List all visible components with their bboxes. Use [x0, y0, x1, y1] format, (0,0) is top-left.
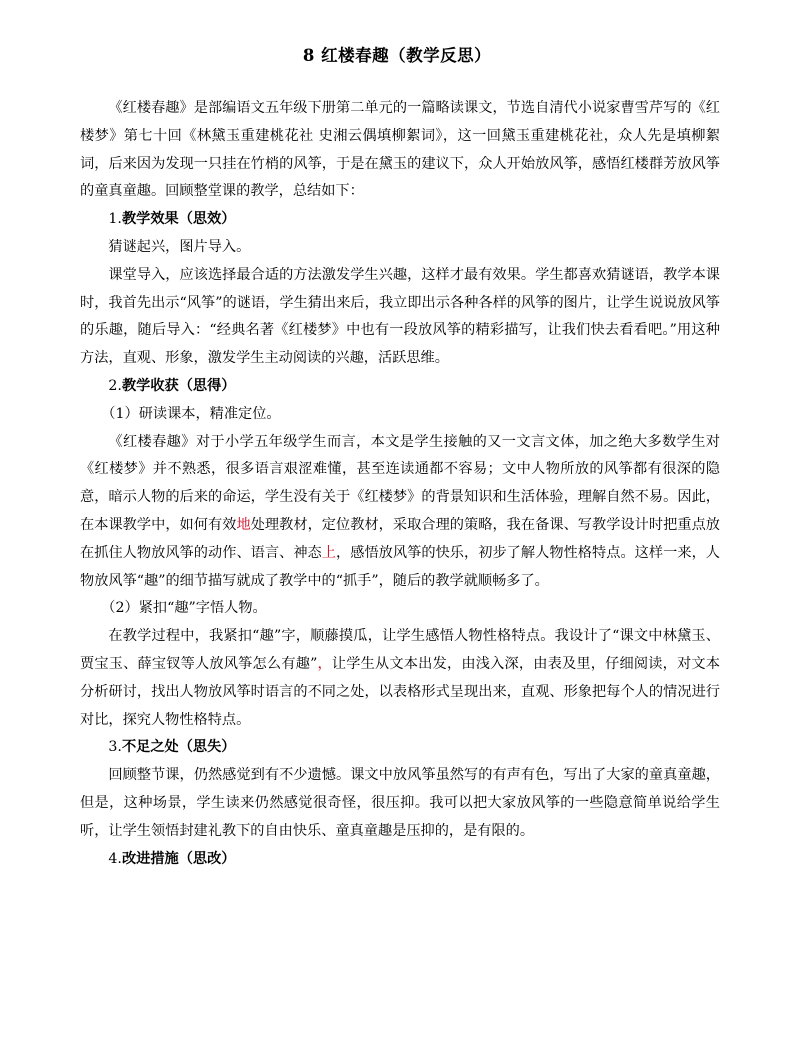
- section-2-paragraph-2-part-b: 让学生从文本出发，由浅入深，由表及里，仔细阅读，对文本分析研讨，找出人物放风筝时语言的不同之处，以表格形式呈现出来，直观、形象把每个人的情况进行对比，探究人物性格特点。: [80, 655, 720, 728]
- highlighted-comma: ，: [317, 655, 332, 672]
- section-1-title: 教学效果（思效）: [121, 211, 236, 228]
- section-4-number: 4.: [108, 850, 122, 867]
- section-2-paragraph-1-part-c: ，感悟放风筝的快乐，初步了解人物性格特点。这样一来，人物放风筝“趣”的细节描写就成了教学中的“抓手”，随后的教学就顺畅多了。: [80, 544, 720, 589]
- section-3-heading: [80, 734, 720, 762]
- document-body: [80, 95, 720, 873]
- section-1-number: 1.: [108, 211, 122, 228]
- section-3-number: 3.: [108, 739, 122, 756]
- section-4-heading: [80, 846, 720, 874]
- section-2-subheading-1: （1）研读课本，精准定位。: [101, 405, 281, 422]
- section-2-number: 2.: [108, 377, 122, 394]
- document-title: 8 红楼春趣（教学反思）: [302, 46, 492, 65]
- intro-paragraph: 《红楼春趣》是部编语文五年级下册第二单元的一篇略读课文，节选自清代小说家曹雪芹写的《红楼梦》第七十回《林黛玉重建桃花社 史湘云偶填柳絮词》，这一回黛玉重建桃花社，众人先是填柳絮词，后来因为发现一只挂在竹梢的风筝，于是在黛玉的建议下，众人开始放风筝，感悟红楼群芳放风筝的童真童趣。回顾整堂课的教学，总结如下：: [80, 100, 720, 200]
- section-2-paragraph-1: [80, 429, 720, 596]
- section-1-paragraph-2: 课堂导入，应该选择最合适的方法激发学生兴趣，这样才最有效果。学生都喜欢猜谜语，教学本课时，我首先出示“风筝”的谜语，学生猜出来后，我立即出示各种各样的风筝的图片，让学生说说放风筝的乐趣，随后导入：“经典名著《红楼梦》中也有一段放风筝的精彩描写，让我们快去看看吧。”用这种方法，直观、形象，激发学生主动阅读的兴趣，活跃思维。: [80, 266, 720, 367]
- section-2-paragraph-2-part-a: 在教学过程中，我紧扣“趣”字，顺藤摸瓜，让学生感悟人物性格特点。我设计了“课文中林黛玉、贾宝玉、薛宝钗等人放风筝怎么有趣”: [80, 628, 720, 672]
- highlighted-word: 上: [321, 544, 337, 561]
- section-2-heading: [80, 373, 720, 401]
- section-1-heading: [80, 206, 720, 234]
- section-2-subheading-2: （2）紧扣“趣”字悟人物。: [101, 600, 267, 617]
- section-2-paragraph-2: [80, 623, 720, 734]
- section-3-paragraph-1: 回顾整节课，仍然感觉到有不少遗憾。课文中放风筝虽然写的有声有色，写出了大家的童真童趣，但是，这种场景，学生读来仍然感觉很奇怪，很压抑。我可以把大家放风筝的一些隐意简单说给学生听，让学生领悟封建礼教下的自由快乐、童真童趣是压抑的，是有限的。: [80, 767, 720, 839]
- section-2-title: 教学收获（思得）: [121, 377, 236, 394]
- highlighted-word: 地: [236, 516, 251, 533]
- section-4-title: 改进措施（思改）: [121, 850, 236, 867]
- section-2-paragraph-1-part-b: 处理教材，定位教材，采取合理的策略，我在备课、写教学设计时把重点放在抓住人物放风筝的动作、语言、神态: [80, 516, 720, 561]
- section-3-title: 不足之处（思失）: [121, 739, 236, 756]
- section-2-paragraph-1-part-a: 《红楼春趣》对于小学五年级学生而言，本文是学生接触的又一文言文体，加之绝大多数学生对《红楼梦》并不熟悉，很多语言艰涩难懂，甚至连读通都不容易；文中人物所放的风筝都有很深的隐意，暗示人物的后来的命运，学生没有关于《红楼梦》的背景知识和生活体验，理解自然不易。因此，在本课教学中，如何有效: [80, 433, 720, 533]
- section-1-paragraph-1: 猜谜起兴，图片导入。: [108, 238, 251, 255]
